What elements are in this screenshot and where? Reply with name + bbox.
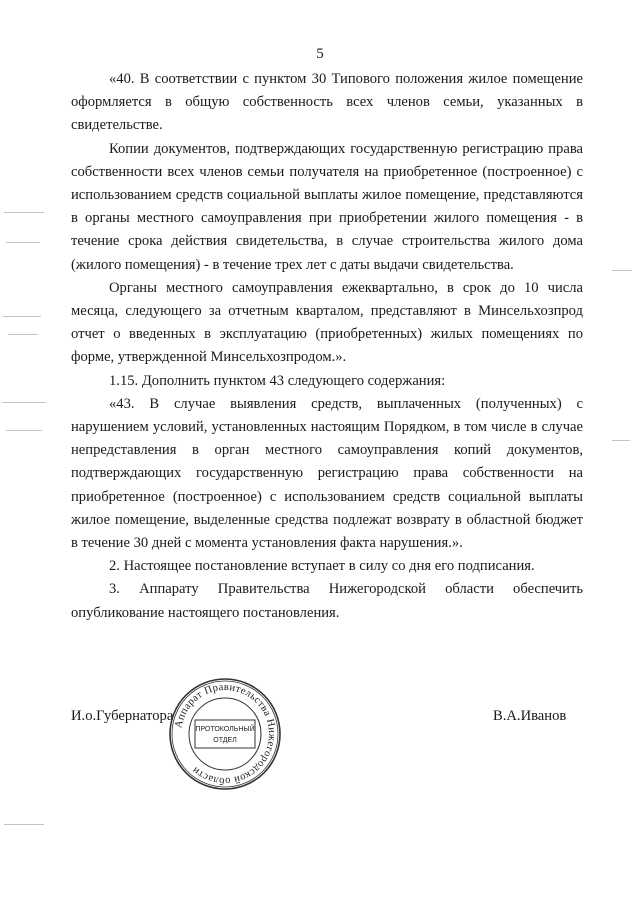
stamp-ring-path: Аппарат Правительства Нижегородской области	[173, 681, 278, 787]
official-stamp	[167, 676, 283, 792]
stamp-center-line2: ОТДЕЛ	[213, 737, 237, 744]
paragraph-reports: Органы местного самоуправления ежеквартально, в срок до 10 числа месяца, следующего за отчетным кварталом, представляют в Минсельхозпрод отчет о введенных в эксплуатацию (приобретенных) жилых помещениях по форме, утвержденной Минсельхозпродом.».	[71, 279, 583, 366]
signature-position: И.о.Губернатора	[71, 708, 174, 724]
paragraph-1-15: 1.15. Дополнить пунктом 43 следующего содержания:	[109, 372, 446, 389]
paragraph-2: 2. Настоящее постановление вступает в силу со дня его подписания.	[109, 558, 535, 575]
paragraph-43: «43. В случае выявления средств, выплаченных (полученных) с нарушением условий, установленных настоящим Порядком, в том числе в случае непредставления в орган местного самоуправления копий документов, подтверждающих государственную регистрацию права собственности на приобретенное (построенное) с использованием средств социальной выплаты жилое помещение, выделенные средства подлежат возврату в областной бюджет в течение 30 дней с момента установления факта нарушения.».	[71, 395, 583, 552]
paragraph-3: 3. Аппарату Правительства Нижегородской области обеспечить опубликование настоящего постановления.	[71, 581, 583, 621]
stamp-center-line1: ПРОТОКОЛЬНЫЙ	[195, 726, 255, 733]
document-body	[71, 68, 583, 625]
paragraph-40: «40. В соответствии с пунктом 30 Типового положения жилое помещение оформляется в общую собственность всех членов семьи, указанных в свидетельстве.	[71, 71, 583, 134]
page-number: 5	[316, 46, 324, 62]
paragraph-copies: Копии документов, подтверждающих государственную регистрацию права собственности всех членов семьи получателя на приобретенное (построенное) с использованием средств социальной выплаты жилое помещение, представляются в органы местного самоуправления при приобретении жилого помещения - в течение срока действия свидетельства, в случае строительства жилого дома (жилого помещения) - в течение трех лет с даты выдачи свидетельства.	[71, 140, 583, 273]
signature-name: В.А.Иванов	[493, 708, 567, 724]
